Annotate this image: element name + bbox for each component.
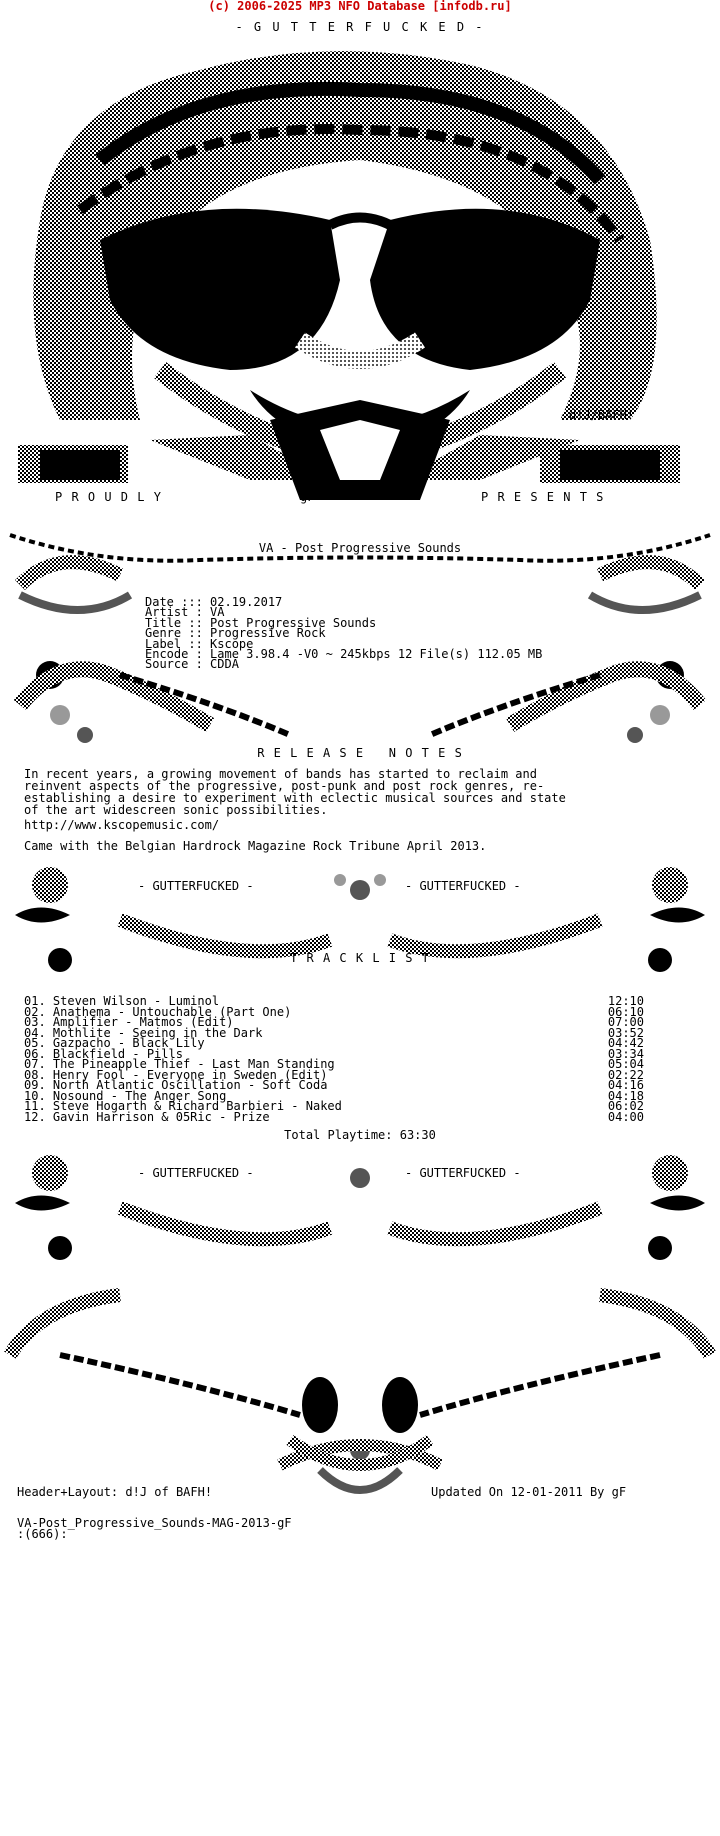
track-duration: 06:02 bbox=[607, 1099, 644, 1113]
track-duration: 07:00 bbox=[607, 1015, 644, 1029]
presents-text: P R E S E N T S bbox=[481, 490, 605, 504]
track-title: 04. Mothlite - Seeing in the Dark bbox=[24, 1025, 263, 1040]
gutter-label-right: - GUTTERFUCKED - bbox=[405, 879, 521, 893]
track-title: 02. Anathema - Untouchable (Part One) bbox=[24, 1004, 292, 1019]
came-with-text: Came with the Belgian Hardrock Magazine Rock Tribune April 2013. bbox=[24, 839, 487, 853]
release-filename: VA-Post_Progressive_Sounds-MAG-2013-gF bbox=[17, 1516, 292, 1530]
website-link[interactable]: http://www.kscopemusic.com/ bbox=[24, 818, 220, 832]
info-label: Genre :: bbox=[145, 626, 203, 641]
info-label: Source : bbox=[145, 657, 203, 672]
info-value: VA bbox=[210, 605, 225, 620]
track-title: 12. Gavin Harrison & 05Ric - Prize bbox=[24, 1109, 270, 1124]
track-duration: 04:16 bbox=[607, 1078, 644, 1092]
ornament-lower bbox=[0, 1148, 720, 1278]
track-title: 08. Henry Fool - Everyone in Sweden (Edit) bbox=[24, 1067, 328, 1082]
copyright-link[interactable]: (c) 2006-2025 MP3 NFO Database [infodb.ru] bbox=[208, 0, 512, 13]
tracklist-heading: T R A C K L I S T bbox=[290, 951, 430, 965]
track-title: 07. The Pineapple Thief - Last Man Standing bbox=[24, 1057, 335, 1071]
track-duration: 12:10 bbox=[607, 994, 644, 1008]
proudly-text: P R O U D L Y bbox=[55, 490, 162, 504]
info-row bbox=[145, 658, 239, 670]
info-value: CDDA bbox=[210, 657, 239, 672]
info-value: Post Progressive Sounds bbox=[210, 615, 377, 630]
info-label: Title :: bbox=[145, 615, 203, 630]
track-title: 05. Gazpacho - Black Lily bbox=[24, 1036, 205, 1050]
track-title: 10. Nosound - The Anger Song bbox=[24, 1088, 227, 1103]
gutter-label-right-2: - GUTTERFUCKED - bbox=[405, 1166, 521, 1180]
ornament-middle bbox=[0, 860, 720, 990]
gf-text: gF bbox=[300, 490, 315, 504]
info-label: Date ::: bbox=[145, 595, 203, 609]
track-title: 09. North Atlantic Oscillation - Soft Coda bbox=[24, 1078, 328, 1092]
track-duration: 04:00 bbox=[607, 1109, 644, 1124]
track-row bbox=[24, 1111, 644, 1123]
track-duration: 02:22 bbox=[607, 1067, 644, 1082]
notes-line-1: In recent years, a growing movement of bands has started to reclaim and bbox=[24, 767, 537, 781]
notes-line-2: reinvent aspects of the progressive, post-punk and post rock genres, re- bbox=[24, 779, 545, 793]
notes-line-4: of the art widescreen sonic possibilities. bbox=[24, 803, 328, 817]
portrait-ascii-art bbox=[0, 40, 720, 510]
gutter-label-left: - GUTTERFUCKED - bbox=[138, 879, 254, 893]
release-tag: :(666): bbox=[17, 1527, 68, 1541]
total-playtime: Total Playtime: 63:30 bbox=[284, 1128, 436, 1142]
track-title: 01. Steven Wilson - Luminol bbox=[24, 994, 220, 1008]
group-header: - G U T T E R F U C K E D - bbox=[235, 20, 485, 34]
info-label: Artist : bbox=[145, 605, 203, 620]
track-title: 06. Blackfield - Pills bbox=[24, 1046, 183, 1061]
gutter-label-left-2: - GUTTERFUCKED - bbox=[138, 1166, 254, 1180]
footer-credit: Header+Layout: d!J of BAFH! bbox=[17, 1485, 213, 1499]
track-title: 11. Steve Hogarth & Richard Barbieri - Naked bbox=[24, 1099, 342, 1113]
track-duration: 03:34 bbox=[607, 1046, 644, 1061]
track-title: 03. Amplifier - Matmos (Edit) bbox=[24, 1015, 234, 1029]
info-value: Progressive Rock bbox=[210, 626, 326, 641]
artist-credit: d!J/BAFH! bbox=[569, 408, 635, 422]
ornament-footer bbox=[280, 1430, 440, 1510]
track-duration: 04:42 bbox=[607, 1036, 644, 1050]
track-duration: 03:52 bbox=[607, 1025, 644, 1040]
release-notes-heading: R E L E A S E N O T E S bbox=[257, 746, 463, 760]
track-duration: 04:18 bbox=[607, 1088, 644, 1103]
track-duration: 06:10 bbox=[607, 1004, 644, 1019]
info-label: Label :: bbox=[145, 636, 203, 651]
track-duration: 05:04 bbox=[607, 1057, 644, 1071]
info-label: Encode : bbox=[145, 647, 203, 661]
release-title: VA - Post Progressive Sounds bbox=[258, 541, 462, 555]
footer-updated: Updated On 12-01-2011 By gF bbox=[431, 1485, 627, 1499]
info-value: Kscope bbox=[210, 636, 254, 651]
info-value: 02.19.2017 bbox=[210, 595, 283, 609]
ornament-top bbox=[0, 525, 720, 765]
notes-line-3: establishing a desire to experiment with eclectic musical sources and state bbox=[24, 791, 566, 805]
info-value: Lame 3.98.4 -V0 ~ 245kbps 12 File(s) 112.05 MB bbox=[210, 647, 543, 661]
